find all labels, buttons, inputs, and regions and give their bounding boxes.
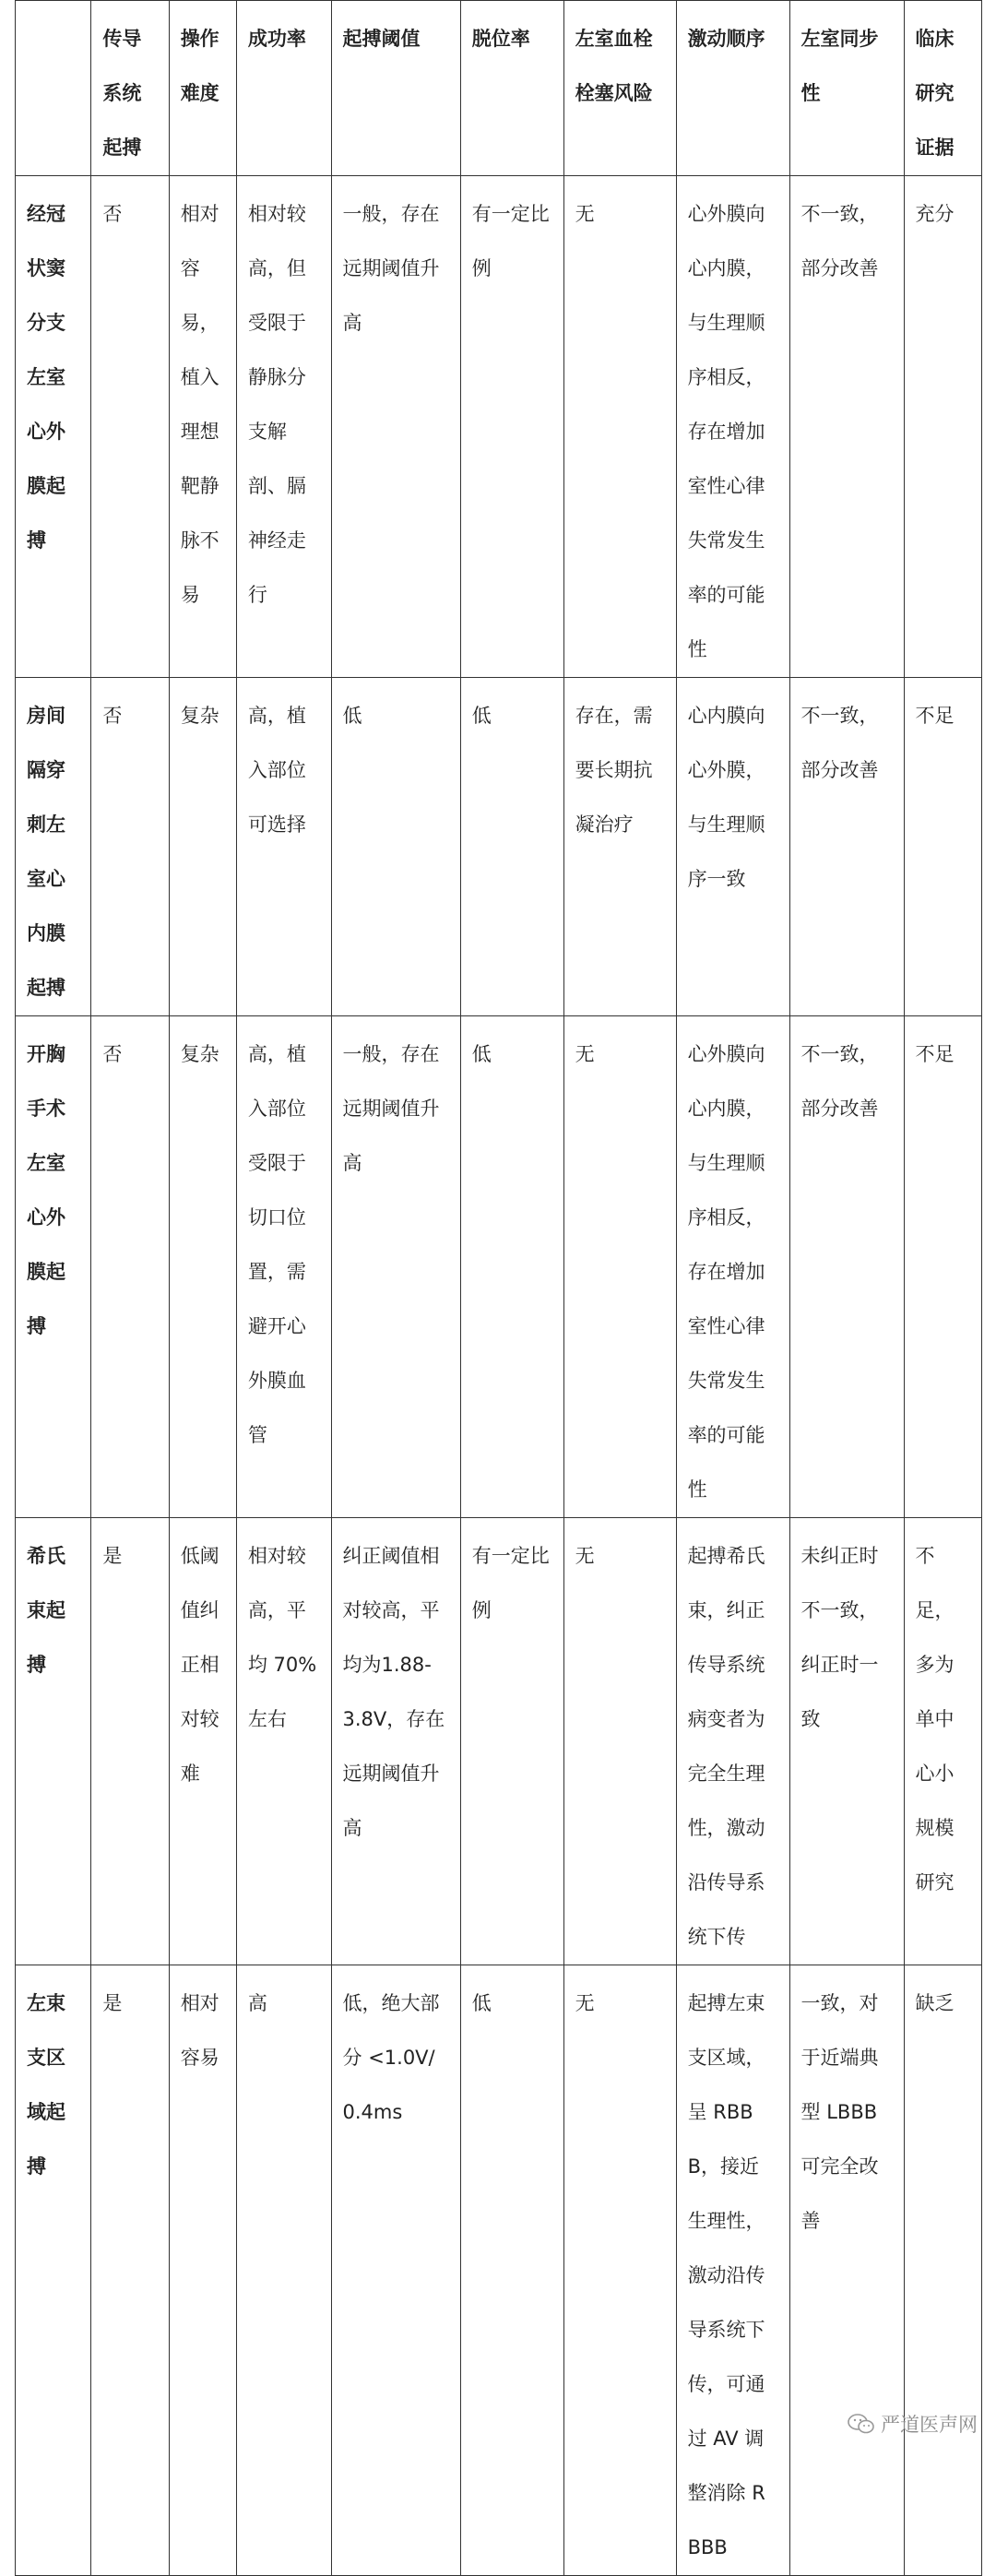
row-header: 开胸手术左室心外膜起搏	[16, 1016, 91, 1518]
table-cell: 是	[91, 1965, 169, 2576]
table-cell: 高，植入部位可选择	[236, 678, 331, 1016]
header-row	[16, 1, 982, 176]
table-cell: 一般，存在远期阈值升高	[331, 1016, 460, 1518]
table-row	[16, 176, 982, 678]
table-cell: 心内膜向心外膜，与生理顺序一致	[676, 678, 789, 1016]
row-header: 希氏束起搏	[16, 1518, 91, 1965]
table-row	[16, 1518, 982, 1965]
table-cell: 不一致，部分改善	[789, 176, 904, 678]
table-cell: 不足	[904, 678, 981, 1016]
header-cell: 操作难度	[169, 1, 236, 176]
header-cell	[16, 1, 91, 176]
table-cell: 相对较高，但受限于静脉分支解剖、膈神经走行	[236, 176, 331, 678]
table-cell: 不足，多为单中心小规模研究	[904, 1518, 981, 1965]
header-cell: 传导系统起搏	[91, 1, 169, 176]
table-row	[16, 1965, 982, 2576]
table-cell: 是	[91, 1518, 169, 1965]
header-cell: 成功率	[236, 1, 331, 176]
table-cell: 相对较高，平均 70% 左右	[236, 1518, 331, 1965]
table-cell: 一致，对于近端典型 LBBB 可完全改善	[789, 1965, 904, 2576]
table-cell: 无	[563, 1965, 676, 2576]
table-cell: 无	[563, 176, 676, 678]
row-header: 经冠状窦分支左室心外膜起搏	[16, 176, 91, 678]
table-cell: 否	[91, 1016, 169, 1518]
table-cell: 未纠正时不一致，纠正时一致	[789, 1518, 904, 1965]
wechat-icon	[848, 2413, 875, 2435]
header-cell: 左室血栓栓塞风险	[563, 1, 676, 176]
table-cell: 缺乏	[904, 1965, 981, 2576]
table-row	[16, 678, 982, 1016]
table-cell: 充分	[904, 176, 981, 678]
table-cell: 低	[460, 1965, 563, 2576]
table-cell: 心外膜向心内膜，与生理顺序相反，存在增加室性心律失常发生率的可能性	[676, 176, 789, 678]
table-row	[16, 1016, 982, 1518]
table-cell: 不一致，部分改善	[789, 678, 904, 1016]
table-cell: 低	[460, 678, 563, 1016]
table-cell: 有一定比例	[460, 1518, 563, 1965]
header-cell: 左室同步性	[789, 1, 904, 176]
table-cell: 无	[563, 1016, 676, 1518]
table-cell: 复杂	[169, 1016, 236, 1518]
table-cell: 低	[460, 1016, 563, 1518]
table-cell: 不一致，部分改善	[789, 1016, 904, 1518]
row-header: 房间隔穿刺左室心内膜起搏	[16, 678, 91, 1016]
table-cell: 高	[236, 1965, 331, 2576]
header-cell: 临床研究证据	[904, 1, 981, 176]
table-cell: 低	[331, 678, 460, 1016]
table-cell: 一般，存在远期阈值升高	[331, 176, 460, 678]
table-cell: 相对容易，植入理想靶静脉不易	[169, 176, 236, 678]
table-cell: 相对容易	[169, 1965, 236, 2576]
table-cell: 低，绝大部分 <1.0V/0.4ms	[331, 1965, 460, 2576]
header-cell: 脱位率	[460, 1, 563, 176]
table-cell: 否	[91, 176, 169, 678]
watermark	[848, 2410, 978, 2438]
table-cell: 存在，需要长期抗凝治疗	[563, 678, 676, 1016]
table-cell: 有一定比例	[460, 176, 563, 678]
table-cell: 起搏左束支区域，呈 RBBB，接近生理性，激动沿传导系统下传，可通过 AV 调整消除 RBBB	[676, 1965, 789, 2576]
table-cell: 纠正阈值相对较高，平均为1.88-3.8V，存在远期阈值升高	[331, 1518, 460, 1965]
table-cell: 心外膜向心内膜，与生理顺序相反，存在增加室性心律失常发生率的可能性	[676, 1016, 789, 1518]
table-cell: 不足	[904, 1016, 981, 1518]
comparison-table	[15, 0, 982, 2576]
row-header: 左束支区域起搏	[16, 1965, 91, 2576]
header-cell: 激动顺序	[676, 1, 789, 176]
table-cell: 起搏希氏束，纠正传导系统病变者为完全生理性，激动沿传导系统下传	[676, 1518, 789, 1965]
watermark-text: 严道医声网	[881, 2414, 978, 2436]
header-cell: 起搏阈值	[331, 1, 460, 176]
table-cell: 高，植入部位受限于切口位置，需避开心外膜血管	[236, 1016, 331, 1518]
table-cell: 无	[563, 1518, 676, 1965]
table-cell: 否	[91, 678, 169, 1016]
table-cell: 低阈值纠正相对较难	[169, 1518, 236, 1965]
table-cell: 复杂	[169, 678, 236, 1016]
